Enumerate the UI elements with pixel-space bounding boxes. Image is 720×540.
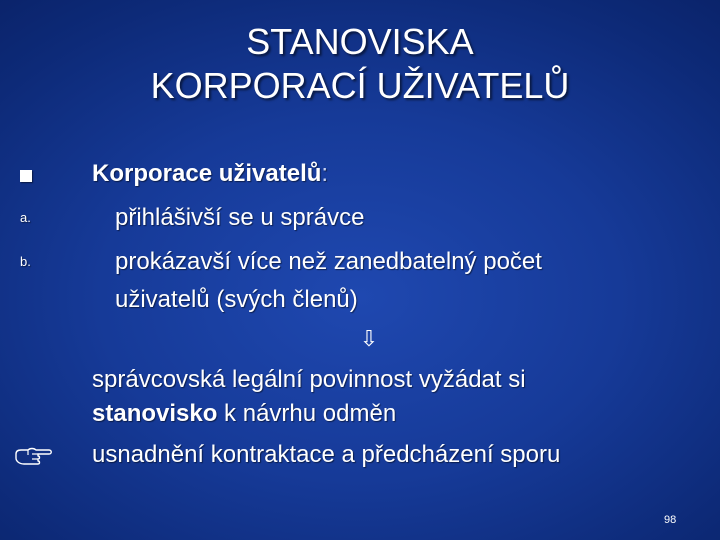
- list-item-b: prokázavší více než zanedbatelný počet: [115, 248, 542, 275]
- result-bold-word: stanovisko: [92, 400, 218, 427]
- list-item-b-continuation: uživatelů (svých členů): [115, 286, 358, 313]
- result-line-2: [92, 400, 396, 428]
- heading-colon: :: [321, 160, 329, 187]
- consequence-line: usnadnění kontraktace a předcházení sporu: [92, 441, 561, 468]
- heading-line: [92, 160, 328, 188]
- result-line-2-rest: k návrhu odměn: [217, 400, 397, 427]
- list-item-a: přihlášivší se u správce: [115, 204, 365, 231]
- list-marker-b: b.: [20, 254, 31, 269]
- title-line-2: KORPORACÍ UŽIVATELŮ: [150, 65, 570, 106]
- slide-title: [0, 20, 720, 108]
- list-marker-a: a.: [20, 210, 31, 225]
- heading-bold: Korporace uživatelů: [92, 160, 322, 187]
- page-number: 98: [664, 514, 677, 526]
- result-line-1: správcovská legální povinnost vyžádat si: [92, 366, 526, 393]
- hand-pointing-icon: [14, 446, 54, 468]
- title-line-1: STANOVISKA: [246, 21, 474, 62]
- square-bullet-icon: [20, 170, 32, 182]
- arrow-down-icon: ⇩: [359, 326, 379, 351]
